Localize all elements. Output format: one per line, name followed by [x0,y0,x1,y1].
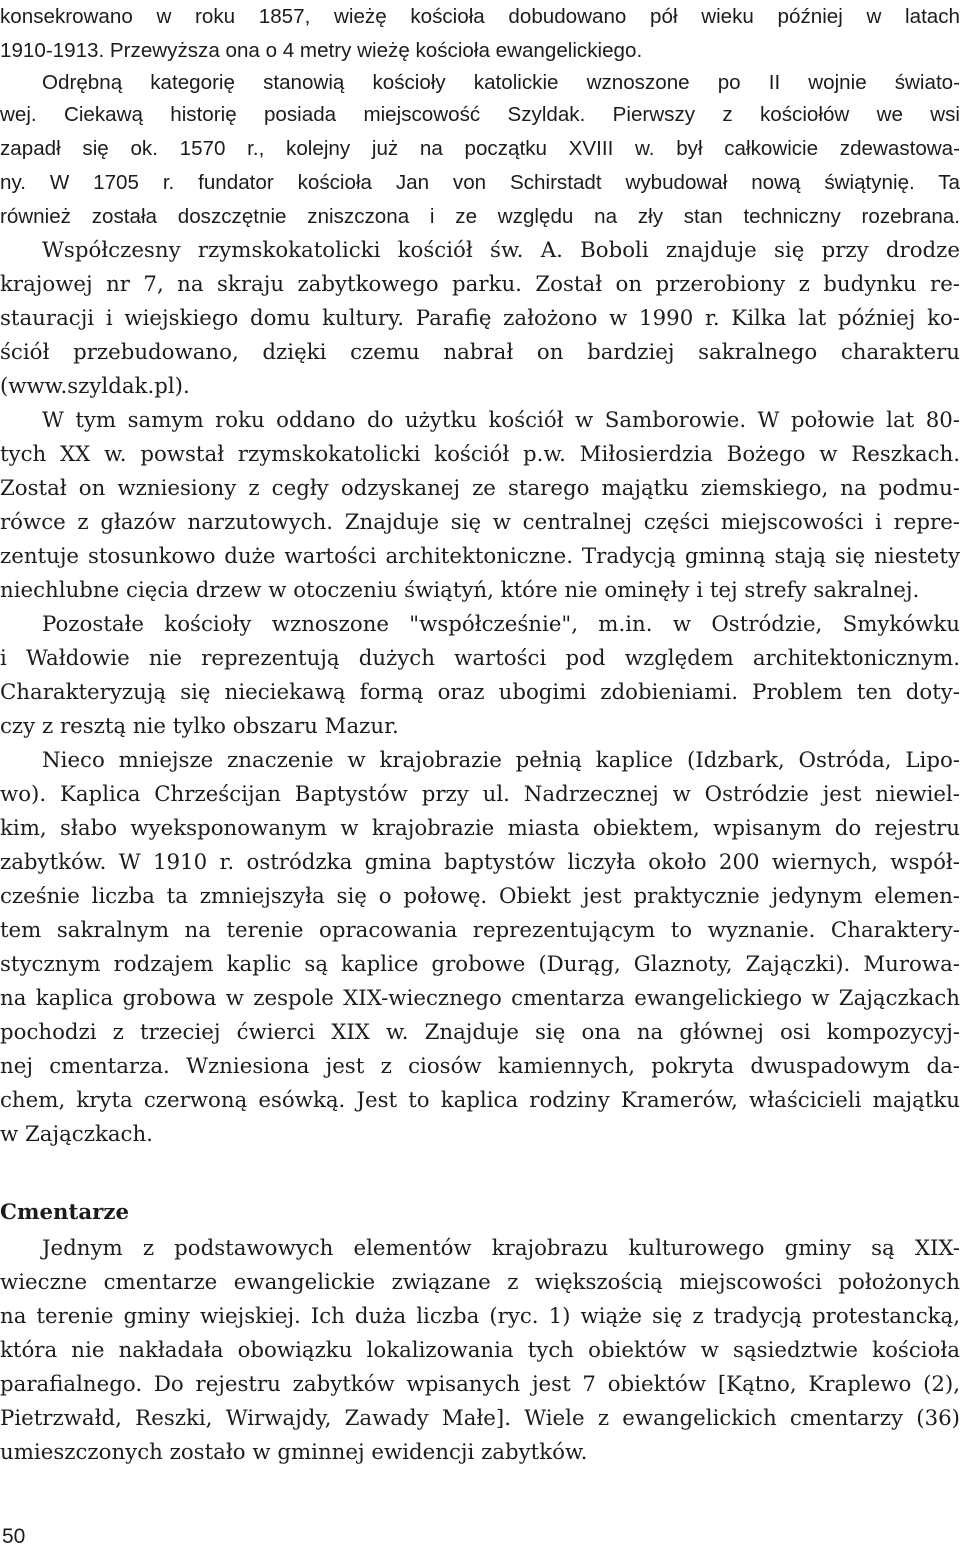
text-line: niechlubne cięcia drzew w otoczeniu świątyń, które nie ominęły i tej strefy sakralnej. [0,578,920,603]
text-line: wo). Kaplica Chrześcijan Baptystów przy ul. Nadrzecznej w Ostródzie jest niewiel- [0,782,960,807]
text-line: krajowej nr 7, na skraju zabytkowego parku. Został on przerobiony z budynku re- [0,272,960,297]
text-line: stycznym rodzajem kaplic są kaplice grobowe (Durąg, Glaznoty, Zajączki). Murowa- [0,952,960,977]
text-line: Odrębną kategorię stanowią kościoły katolickie wznoszone po II wojnie świato- [42,71,960,94]
text-line: wieczne cmentarze ewangelickie związane z większością miejscowości położonych [0,1270,960,1295]
text-line: wej. Ciekawą historię posiada miejscowość Szyldak. Pierwszy z kościołów we wsi [0,103,960,126]
text-line: ny. W 1705 r. fundator kościoła Jan von Schirstadt wybudował nową świątynię. Ta [0,171,960,194]
text-line: umieszczonych zostało w gminnej ewidencji zabytków. [0,1440,588,1465]
text-line: Pietrzwałd, Reszki, Wirwajdy, Zawady Małe]. Wiele z ewangelickich cmentarzy (36) [0,1406,960,1431]
section-heading: Cmentarze [0,1200,130,1225]
text-line: Pozostałe kościoły wznoszone "współcześnie", m.in. w Ostródzie, Smykówku [42,612,960,637]
text-line: czy z resztą nie tylko obszaru Mazur. [0,714,399,739]
text-line: Jednym z podstawowych elementów krajobrazu kulturowego gminy są XIX- [42,1236,960,1261]
text-line: 1910-1913. Przewyższa ona o 4 metry wieżę kościoła ewangelickiego. [0,39,643,62]
text-line: na kaplica grobowa w zespole XIX-wiecznego cmentarza ewangelickiego w Zajączkach pochodzi z trzeciej ćwierci XIX w. Znajduje się ona na głównej osi kompozycyj- [0,986,960,1045]
page-number: 50 [2,1525,26,1548]
text-line: w Zajączkach. [0,1122,153,1147]
text-line: która nie nakładała obowiązku lokalizowania tych obiektów w sąsiedztwie kościoła [0,1338,960,1363]
text-line: stauracji i wiejskiego domu kultury. Parafię założono w 1990 r. Kilka lat później ko- [0,306,960,331]
text-line: nej cmentarza. Wzniesiona jest z ciosów kamiennych, pokryta dwuspadowym da- [0,1054,960,1079]
text-line: Współczesny rzymskokatolicki kościół św. A. Boboli znajduje się przy drodze [42,238,960,263]
text-line: Nieco mniejsze znaczenie w krajobrazie pełnią kaplice (Idzbark, Ostróda, Lipo- [42,748,960,773]
text-line: (www.szyldak.pl). [0,374,190,399]
text-line: rówce z głazów narzutowych. Znajduje się w centralnej części miejscowości i repre- [0,510,960,535]
text-line: Został on wzniesiony z cegły odzyskanej ze starego majątku ziemskiego, na podmu- [0,476,960,501]
text-line: na terenie gminy wiejskiej. Ich duża liczba (ryc. 1) wiąże się z tradycją protestancką, [0,1304,960,1329]
text-line: tem sakralnym na terenie opracowania reprezentującym to wyznanie. Charaktery- [0,918,960,943]
text-line: i Wałdowie nie reprezentują dużych wartości pod względem architektonicznym. [0,646,960,671]
text-line: parafialnego. Do rejestru zabytków wpisanych jest 7 obiektów [Kątno, Kraplewo (2), [0,1372,960,1397]
text-line: ściół przebudowano, dzięki czemu nabrał on bardziej sakralnego charakteru [0,340,960,365]
text-line: zapadł się ok. 1570 r., kolejny już na początku XVIII w. był całkowicie zdewastowa- [0,137,960,160]
text-line: cześnie liczba ta zmniejszyła się o połowę. Obiekt jest praktycznie jedynym elemen- [0,884,960,909]
text-line: zabytków. W 1910 r. ostródzka gmina baptystów liczyła około 200 wiernych, współ- [0,850,960,875]
text-line: chem, kryta czerwoną esówką. Jest to kaplica rodziny Kramerów, właścicieli majątku [0,1088,960,1113]
text-line: również została doszczętnie zniszczona i ze względu na zły stan techniczny rozebrana. [0,205,960,228]
text-line: tych XX w. powstał rzymskokatolicki kościół p.w. Miłosierdzia Bożego w Reszkach. [0,442,960,467]
text-line: konsekrowano w roku 1857, wieżę kościoła dobudowano pół wieku później w latach [0,5,960,28]
text-line: Charakteryzują się nieciekawą formą oraz ubogimi zdobieniami. Problem ten doty- [0,680,960,705]
text-line: zentuje stosunkowo duże wartości architektoniczne. Tradycją gminną stają się niestety [0,544,960,569]
text-line: W tym samym roku oddano do użytku kościół w Samborowie. W połowie lat 80- [42,408,960,433]
text-line: kim, słabo wyeksponowanym w krajobrazie miasta obiektem, wpisanym do rejestru [0,816,960,841]
